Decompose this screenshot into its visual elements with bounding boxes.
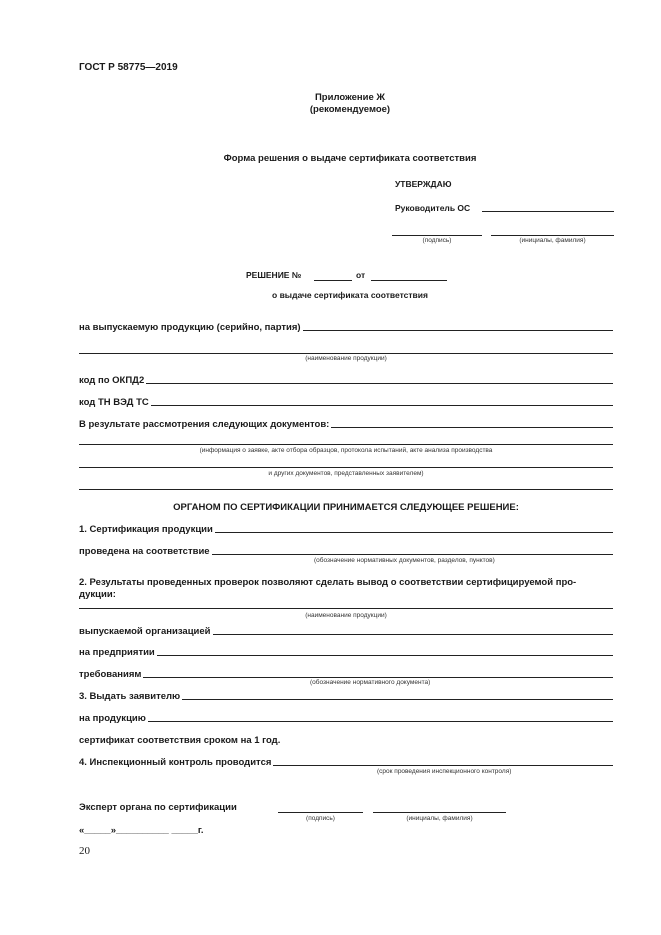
docs-label: В результате рассмотрения следующих документов: (79, 419, 330, 430)
standard-header: ГОСТ Р 58775—2019 (79, 62, 178, 73)
page-number: 20 (79, 845, 90, 857)
approve-name-line (491, 235, 614, 236)
item1-field (79, 524, 613, 535)
approve-sign-line (392, 235, 482, 236)
expert-label: Эксперт органа по сертификации (79, 802, 237, 813)
item1-line (215, 531, 613, 533)
item1b-field (79, 546, 613, 557)
item3-cert-text: сертификат соответствия сроком на 1 год. (79, 735, 281, 746)
expert-sign-caption: (подпись) (306, 815, 335, 822)
item2-line-b: дукции: (79, 589, 116, 600)
tnved-line (151, 404, 613, 406)
item3-line (182, 698, 613, 700)
org-line (213, 633, 613, 635)
approve-name-caption: (инициалы, фамилия) (519, 237, 586, 244)
item2-line (79, 608, 613, 609)
product-line (303, 329, 613, 331)
plant-field (79, 647, 613, 658)
item3-label: 3. Выдать заявителю (79, 691, 181, 702)
head-of-cb-label: Руководитель ОС (395, 203, 471, 213)
decision-subtitle: о выдаче сертификата соответствия (272, 290, 428, 300)
req-label: требованиям (79, 669, 142, 680)
item4-caption: (срок проведения инспекционного контроля) (377, 768, 512, 775)
item1b-label: проведена на соответствие (79, 546, 210, 557)
item3b-label: на продукцию (79, 713, 146, 724)
item3b-field (79, 713, 613, 724)
plant-line (157, 654, 613, 656)
expert-name-line (373, 812, 506, 813)
item1b-line (212, 553, 613, 555)
item4-label: 4. Инспекционный контроль проводится (79, 757, 272, 768)
okpd-field (79, 375, 613, 386)
product-label: на выпускаемую продукцию (серийно, партия) (79, 322, 301, 333)
req-line (143, 676, 613, 678)
expert-date: «_____»__________ _____г. (79, 825, 204, 836)
decision-number-label: РЕШЕНИЕ № (246, 270, 302, 280)
item1-caption: (обозначение нормативных документов, разделов, пунктов) (314, 557, 495, 564)
approve-label: УТВЕРЖДАЮ (395, 179, 452, 189)
decision-from-label: от (356, 270, 366, 280)
item2-line-a: 2. Результаты проведенных проверок позволяют сделать вывод о соответствии сертифицируемой про- (79, 577, 577, 588)
plant-label: на предприятии (79, 647, 155, 658)
tnved-field (79, 397, 613, 408)
expert-name-caption: (инициалы, фамилия) (406, 815, 473, 822)
docs-line-3 (79, 467, 613, 468)
okpd-label: код по ОКПД2 (79, 375, 145, 386)
product-caption: (наименование продукции) (305, 355, 387, 362)
item3-field (79, 691, 613, 702)
form-title: Форма решения о выдаче сертификата соответствия (223, 153, 477, 164)
docs-field (79, 419, 613, 430)
item2-caption: (наименование продукции) (305, 612, 387, 619)
decision-heading: ОРГАНОМ ПО СЕРТИФИКАЦИИ ПРИНИМАЕТСЯ СЛЕДУЮЩЕЕ РЕШЕНИЕ: (173, 502, 519, 513)
item4-field (79, 757, 613, 768)
decision-number-line (314, 280, 352, 281)
appendix-subtitle: (рекомендуемое) (309, 104, 391, 115)
item3b-line (148, 720, 613, 722)
req-caption: (обозначение нормативного документа) (310, 679, 431, 686)
okpd-line (146, 382, 613, 384)
item4-line (273, 764, 613, 766)
org-label: выпускаемой организацией (79, 626, 211, 637)
expert-sign-line (278, 812, 363, 813)
docs-line-4 (79, 489, 613, 490)
docs-caption-2: и других документов, представленных заявителем) (268, 470, 424, 477)
appendix-title: Приложение Ж (314, 92, 386, 103)
item1-label: 1. Сертификация продукции (79, 524, 213, 535)
docs-line-2 (79, 444, 613, 445)
product-line-2 (79, 353, 613, 354)
product-field (79, 322, 613, 333)
org-field (79, 626, 613, 637)
head-of-cb-line (482, 211, 614, 212)
docs-line (331, 426, 613, 428)
decision-date-line (371, 280, 447, 281)
approve-sign-caption: (подпись) (422, 237, 452, 244)
docs-caption-1: (информация о заявке, акте отбора образцов, протокола испытаний, акте анализа производства (199, 447, 493, 454)
tnved-label: код ТН ВЭД ТС (79, 397, 149, 408)
